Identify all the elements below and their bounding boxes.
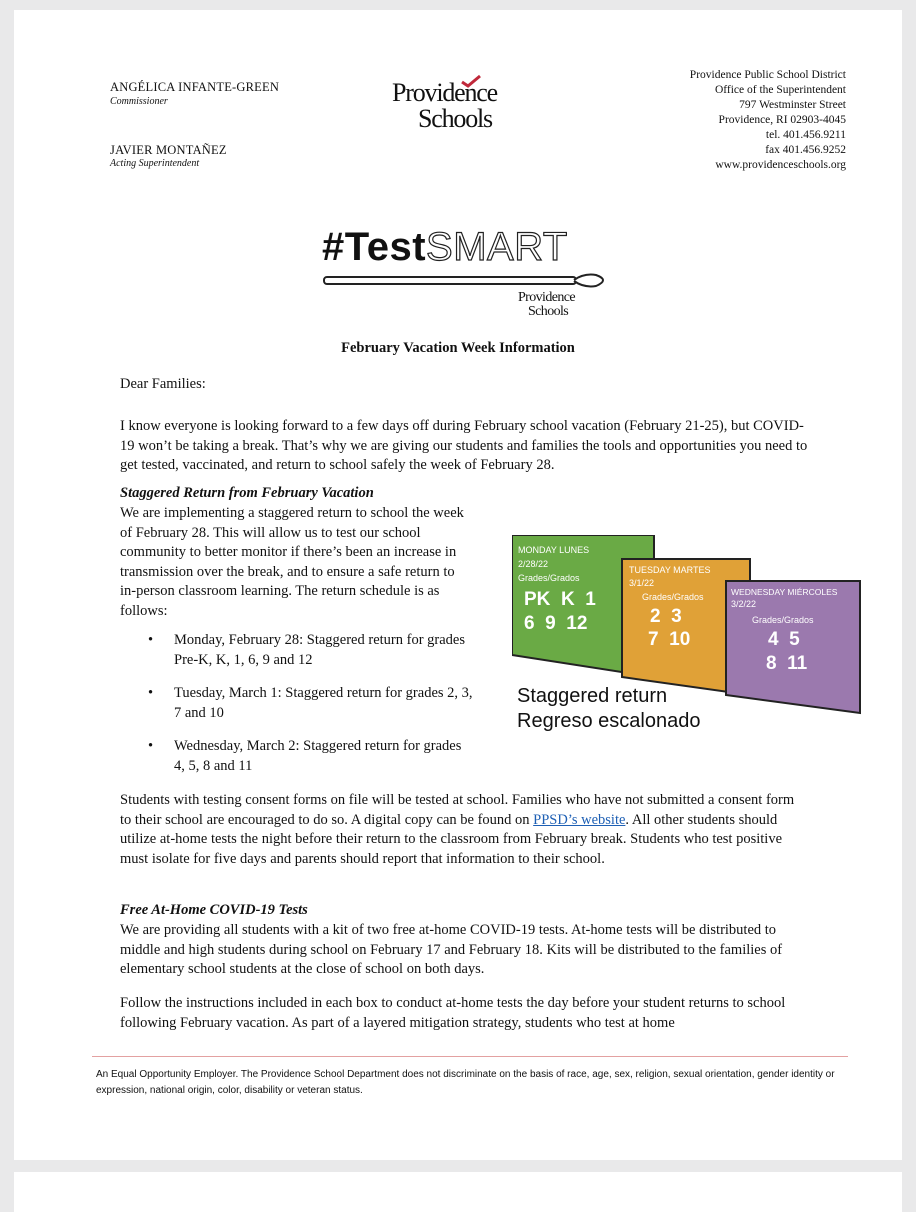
followup-paragraph: Follow the instructions included in each box to conduct at-home tests the day before your student returns to school following February vacation. As part of a layered mitigation strategy, students who test at home bbox=[120, 995, 786, 1031]
logo-check-icon bbox=[460, 74, 482, 88]
graphic-caption: Staggered return Regreso escalonado bbox=[517, 685, 701, 732]
commissioner-title: Commissioner bbox=[110, 96, 168, 107]
superintendent-name: JAVIER MONTAÑEZ bbox=[110, 143, 227, 157]
athome-paragraph: We are providing all students with a kit of two free at-home COVID-19 tests. At-home tests will be distributed to middle and high students during school on February 17 and February 18. Kits will be distributed to the families of elementary school students at the close of school on both days. bbox=[120, 922, 783, 977]
monday-date: 2/28/22 bbox=[518, 559, 549, 569]
smart-word: SMART bbox=[426, 225, 568, 269]
intro-paragraph: I know everyone is looking forward to a few days off during February school vacation (February 21-25), but COVID-19 won’t be taking a break. That’s why we are giving our students and families the tools and opportunities you need to get tested, vaccinated, and return to school safely the week of February 28. bbox=[120, 418, 808, 473]
wednesday-grades-row1: 4 5 bbox=[768, 629, 800, 650]
superintendent-title: Acting Superintendent bbox=[110, 158, 200, 169]
monday-grades-row1: PK K 1 bbox=[524, 589, 596, 610]
staggered-paragraph: We are implementing a staggered return to school the week of February 28. This will allow us to test our school community to better monitor if there’s been an increase in transmission over the break, and to ensure a safe return to in-person classroom learning. The return schedule is as follows: bbox=[120, 505, 464, 619]
ppsd-website-link[interactable]: PPSD’s website bbox=[533, 811, 626, 828]
monday-grades-row2: 6 9 12 bbox=[524, 613, 588, 634]
commissioner-name: ANGÉLICA INFANTE-GREEN bbox=[110, 80, 280, 94]
district-website[interactable]: www.providenceschools.org bbox=[715, 159, 846, 171]
wednesday-grades-label: Grades/Grados bbox=[752, 615, 814, 625]
tuesday-day: TUESDAY MARTES bbox=[629, 565, 711, 575]
monday-day: MONDAY LUNES bbox=[518, 545, 590, 555]
tuesday-grades-row2: 7 10 bbox=[648, 629, 691, 650]
providence-schools-logo: Providence Schools bbox=[392, 64, 532, 144]
next-page bbox=[14, 1172, 902, 1212]
bullet-dot: • bbox=[148, 738, 154, 754]
wednesday-day: WEDNESDAY MIÉRCOLES bbox=[731, 587, 838, 597]
mini-providence-logo: Providence Schools bbox=[518, 290, 575, 319]
bullet-tuesday: Tuesday, March 1: Staggered return for grades 2, 3, 7 and 10 bbox=[174, 685, 473, 721]
footer-notice: An Equal Opportunity Employer. The Providence School Department does not discriminate on the basis of race, age, sex, religion, sexual orientation, gender identity or expression, national origin, color, disability or veteran status. bbox=[96, 1069, 835, 1096]
tuesday-grades-row1: 2 3 bbox=[650, 606, 682, 627]
bullet-wednesday: Wednesday, March 2: Staggered return for grades 4, 5, 8 and 11 bbox=[174, 738, 462, 774]
tuesday-date: 3/1/22 bbox=[629, 578, 655, 588]
district-address: Providence Public School District Office of the Superintendent 797 Westminster Street Providence, RI 02903-4045 tel. 401.456.9211 fax 401.456.9252 www.providenceschools.org bbox=[546, 68, 846, 173]
bullet-dot: • bbox=[148, 685, 154, 701]
footer-divider bbox=[92, 1056, 848, 1057]
staggered-heading: Staggered Return from February Vacation bbox=[120, 485, 374, 501]
testsmart-banner bbox=[322, 225, 622, 335]
tuesday-grades-label: Grades/Grados bbox=[642, 592, 704, 602]
bullet-dot: • bbox=[148, 632, 154, 648]
bullet-monday: Monday, February 28: Staggered return for grades Pre-K, K, 1, 6, 9 and 12 bbox=[174, 632, 465, 668]
page-title: February Vacation Week Information bbox=[341, 340, 575, 356]
greeting: Dear Families: bbox=[120, 376, 206, 392]
hashtag-test: #Test bbox=[322, 225, 427, 269]
consent-paragraph: Students with testing consent forms on file will be tested at school. Families who have not submitted a consent form to their school are encouraged to do so. A digital copy can be found on PPSD’s website. All other students should utilize at-home tests the night before their return to the classroom from February break. Students who test positive must isolate for five days and parents should report that information to their school. bbox=[120, 792, 795, 867]
wednesday-date: 3/2/22 bbox=[731, 599, 757, 609]
monday-grades-label: Grades/Grados bbox=[518, 573, 580, 583]
wednesday-grades-row2: 8 11 bbox=[766, 653, 808, 674]
athome-heading: Free At-Home COVID-19 Tests bbox=[120, 902, 308, 918]
